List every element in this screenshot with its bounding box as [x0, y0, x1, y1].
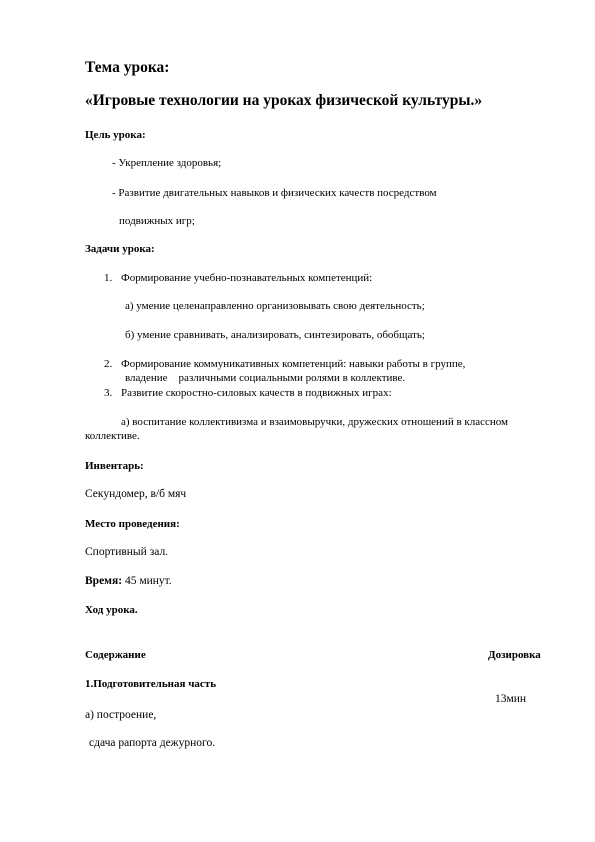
- task-2-number: 2.: [104, 358, 113, 370]
- task-3-number: 3.: [104, 387, 113, 399]
- goal-label: Цель урока:: [85, 129, 146, 141]
- time-line: [85, 575, 172, 587]
- time-value: 45 минут.: [124, 575, 172, 587]
- venue-label: Место проведения:: [85, 518, 180, 530]
- tasks-label: Задачи урока:: [85, 243, 155, 255]
- inventory-value: Секундомер, в/б мяч: [85, 488, 187, 500]
- task-2-line2: владение различными социальными ролями в коллективе.: [125, 372, 406, 384]
- venue-value: Спортивный зал.: [85, 546, 169, 558]
- goal-item-motor-skills: - Развитие двигательных навыков и физических качеств посредством: [112, 187, 437, 199]
- inventory-label: Инвентарь:: [85, 460, 144, 472]
- table-header-content: Содержание: [85, 649, 146, 661]
- task-3-text: Развитие скоростно-силовых качеств в подвижных играх:: [121, 387, 392, 399]
- task-1-sub-a: а) умение целенаправленно организовывать свою деятельность;: [125, 300, 425, 312]
- dosage-preparatory: 13мин: [495, 693, 527, 705]
- time-label: Время:: [85, 575, 123, 587]
- task-1-sub-b: б) умение сравнивать, анализировать, синтезировать, обобщать;: [125, 329, 425, 341]
- table-header-dosage: Дозировка: [488, 649, 541, 661]
- goal-item-health: - Укрепление здоровья;: [112, 157, 222, 169]
- task-3-sub-a-line2: коллективе.: [85, 430, 140, 442]
- task-1-text: Формирование учебно-познавательных компетенций:: [121, 272, 373, 284]
- section-preparatory: 1.Подготовительная часть: [85, 678, 217, 690]
- goal-item-games: подвижных игр;: [119, 215, 195, 227]
- topic-label: Тема урока:: [85, 59, 170, 76]
- row-formation: а) построение,: [85, 709, 157, 721]
- topic-title: «Игровые технологии на уроках физической культуры.»: [85, 92, 483, 109]
- task-3-sub-a-line1: а) воспитание коллективизма и взаимовыручки, дружеских отношений в классном: [121, 416, 509, 428]
- row-report: сдача рапорта дежурного.: [89, 737, 216, 749]
- task-1-number: 1.: [104, 272, 113, 284]
- task-2-line1: Формирование коммуникативных компетенций: навыки работы в группе,: [121, 358, 466, 370]
- course-label: Ход урока.: [85, 604, 138, 616]
